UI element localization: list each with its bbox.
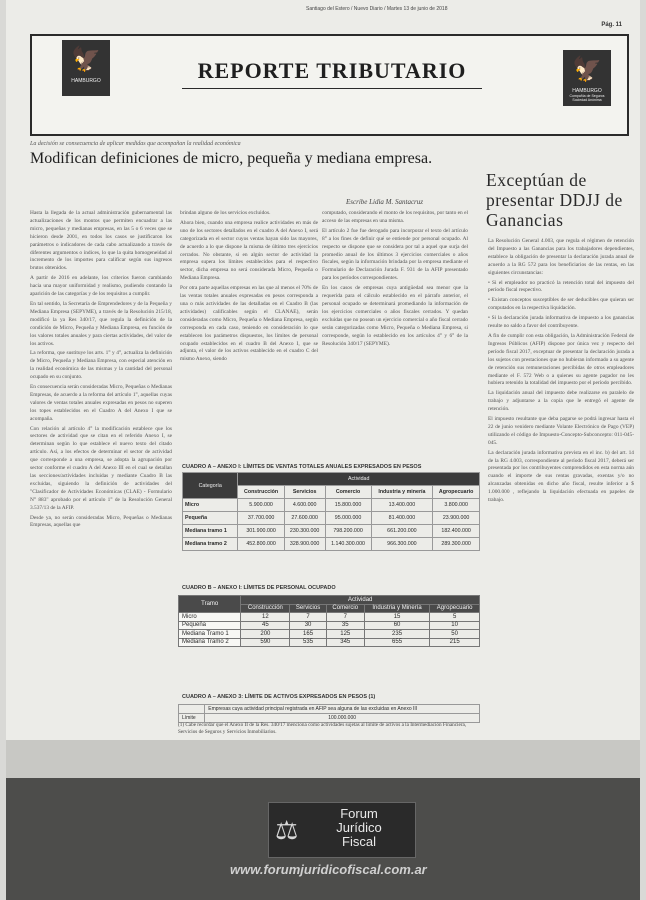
table-cell: Empresas cuya actividad principal registrada en AFIP sea alguna de las excluidas en Anexo III bbox=[205, 705, 480, 714]
table-cell: 100.000.000 bbox=[205, 714, 480, 723]
column-header: Industria y minería bbox=[371, 486, 433, 499]
table-cell: 1.140.300.000 bbox=[325, 538, 371, 551]
table-group-header: Actividad bbox=[238, 473, 480, 486]
paragraph: La liquidación anual del impuesto debe realizarse en paralelo de trabajo y adjuntarse a la copia que le entregó el agente de retención. bbox=[488, 390, 634, 413]
crest-right-label: HAMBURGO bbox=[572, 88, 602, 94]
table-cell: 35 bbox=[326, 621, 364, 630]
sidebar-column bbox=[488, 238, 634, 507]
table-cell: 5 bbox=[430, 613, 480, 622]
row-label: Mediana tramo 1 bbox=[183, 525, 238, 538]
table-row bbox=[183, 512, 480, 525]
column-header: Servicios bbox=[290, 604, 326, 613]
table-row bbox=[179, 638, 480, 647]
title-rule bbox=[182, 88, 482, 89]
table-cell: 200 bbox=[241, 630, 290, 639]
table-cell: 289.300.000 bbox=[433, 538, 480, 551]
paragraph: En los casos de empresas cuya antigüedad sea menor que la requerida para el cálculo establecido en el párrafo anterior, el personal ocupado se determinará promediando la información de los ejercicios comerciales o años fiscales cerrados. Y quedan excluidas que no posean un ejercicio comercial o año fiscal cerrado serán categorizadas como Micro, Pequeña o Mediana Empresa, si corresponde, según lo establecido en los artículos 4° y 6° de la Resolución 340/17 (SEPYME). bbox=[322, 285, 468, 347]
paragraph: • Si la declaración jurada informativa de impuesto a los ganancias resulte no saldo a favor del contribuyente. bbox=[488, 315, 634, 330]
table-cell: 7 bbox=[326, 613, 364, 622]
crest-left-logo bbox=[62, 40, 110, 96]
paragraph: Con relación al artículo 4° la modificación establece que los sectores de actividad que se citan en el referido Anexo I, se determinan según lo que establece el nuevo texto del citado artículo. Así, a los efectos de determinar el sector de actividad que corresponde a una empresa, se adopta la agrupación por sector conforme el cuadro A del Anexo III en el cual se detallan las secciones/actividades incluidas y mediante Cuadro B las excluidas, siguiendo la definición de actividades del "Clasificador de Actividades Económicas (CLAE) - Formulario N° 883" aprobado por el artículo 1° de la Resolución General 3.537/13 de la AFIP. bbox=[30, 425, 172, 511]
paragraph: La reforma, que sustituye los arts. 1° y 4°, actualiza la definición de Micro, Pequeña y Mediana Empresa, con especial atención en la realidad económica de las mismas y la cantidad del personal ocupado en su conjunto. bbox=[30, 350, 172, 381]
table-cell: 452.800.000 bbox=[238, 538, 284, 551]
column-header: Agropecuario bbox=[430, 604, 480, 613]
crest-right-logo bbox=[563, 50, 611, 106]
eagle-icon: 🦅 bbox=[572, 56, 602, 83]
column-header: Comercio bbox=[326, 604, 364, 613]
column-header: Agropecuario bbox=[433, 486, 480, 499]
forum-logo bbox=[268, 802, 416, 858]
paragraph: En tal sentido, la Secretaría de Emprendedores y de la Pequeña y Mediana Empresa (SEPYME), a través de la Resolución 215/18, modificó la ya Res 340/17, que regula la definición de la condición de Micro, Pequeña y Mediana Empresa, en función de los valores totales anuales y para ciertas actividades, del valor de los activos. bbox=[30, 300, 172, 347]
logo-line-1: Forum bbox=[340, 806, 378, 821]
paragraph: La declaración jurada informativa prevista en el inc. b) del art. 14 de la RG 4.003, correspondiente al período fiscal 2017, deberá ser presentada por los contribuyentes comprendidos en esta norma aún cuando el importe de sus rentas gravadas, exentas y/o no alcanzadas obtenidas en dicho año fiscal, resulte inferior a $ 1.000.000 , reflejando la liquidación efectuada en papeles de trabajo. bbox=[488, 449, 634, 504]
paragraph: Desde ya, no serán consideradas Micro, Pequeñas o Medianas Empresas, aquellas que bbox=[30, 514, 172, 529]
report-header bbox=[30, 34, 629, 136]
assets-limit-table bbox=[178, 704, 480, 723]
table-corner: Tramo bbox=[179, 596, 241, 613]
column-header: Construcción bbox=[241, 604, 290, 613]
table-cell: 125 bbox=[326, 630, 364, 639]
page-number: Pág. 11 bbox=[601, 22, 622, 28]
paragraph: brindan alguno de los servicios excluidos. bbox=[180, 210, 271, 216]
table-cell: 15 bbox=[364, 613, 430, 622]
paragraph: En consecuencia serán consideradas Micro, Pequeñas o Medianas Empresas, de acuerdo a la reforma del artículo 1°, aquellas cuyas valores de ventas totales anuales expresadas en pesos no superen los topes establecidos en el Cuadro A del Anexo I que se acompaña. bbox=[30, 384, 172, 422]
logo-line-2: Jurídico bbox=[336, 820, 382, 835]
paragraph: A partir de 2016 en adelante, los criterios fueron cambiando hacia una mayor uniformidad y realismo, pudiendo contando la aparición de las categorías y de los requisitos a cumplir. bbox=[30, 275, 172, 298]
table-cell: 655 bbox=[364, 638, 430, 647]
row-label: Pequeña bbox=[183, 512, 238, 525]
table-cell: 798.200.000 bbox=[325, 525, 371, 538]
article-column-3 bbox=[322, 210, 468, 350]
paragraph: La Resolución General 4.003, que regula el régimen de retención del Impuesto a las Ganancias para los trabajadores dependientes, establece la obligación de presentar la declaración jurada anual de acuerdo a la RG 572 para los beneficiarios de las rentas, en las siguientes circunstancias: bbox=[488, 238, 634, 276]
table-row bbox=[179, 630, 480, 639]
logo-line-3: Fiscal bbox=[342, 834, 376, 849]
table-cell: 30 bbox=[290, 621, 326, 630]
table-group-header: Actividad bbox=[241, 596, 480, 605]
table-row bbox=[183, 525, 480, 538]
paragraph: Por otra parte aquellas empresas en las que al menos el 70% de las ventas totales anuales expresadas en pesos corresponda a una o más actividades de las detalladas en el Cuadro B (las actividades) calificables según el CLANAE), serán consideradas como Micro, Pequeña o Mediana Empresa, según corresponda en cada caso, teniendo en consideración lo que establecen los parámetros dispuestos, los límites de personal ocupado establecidos en el cuadro B del Anexo I, que se adjunta, el valor de los activos establecido en el cuadro C del mismo Anexo, siendo bbox=[180, 285, 318, 363]
table-row bbox=[179, 705, 480, 714]
eagle-icon: 🦅 bbox=[71, 46, 101, 73]
table-cell: 95.000.000 bbox=[325, 512, 371, 525]
column-header: Industria y Minería bbox=[364, 604, 430, 613]
table-cell: 10 bbox=[430, 621, 480, 630]
table-cell: 50 bbox=[430, 630, 480, 639]
section-title: REPORTE TRIBUTARIO bbox=[197, 58, 467, 83]
table-cell: 235 bbox=[364, 630, 430, 639]
table-cell: 966.300.000 bbox=[371, 538, 433, 551]
table-cell: 165 bbox=[290, 630, 326, 639]
table-cell: 215 bbox=[430, 638, 480, 647]
table-cell: 37.700.000 bbox=[238, 512, 284, 525]
table1-caption: CUADRO A – ANEXO I: LÍMITES DE VENTAS TOTALES ANUALES EXPRESADOS EN PESOS bbox=[182, 464, 422, 470]
row-label: Micro bbox=[179, 613, 241, 622]
table-cell: 230.300.000 bbox=[284, 525, 325, 538]
scales-icon: ⚖ bbox=[275, 815, 299, 845]
column-header: Construcción bbox=[238, 486, 284, 499]
row-label: Mediana Tramo 1 bbox=[179, 630, 241, 639]
crest-right-sub: Compañía de Seguros Sociedad Anónima bbox=[569, 94, 605, 102]
row-label: Mediana tramo 2 bbox=[183, 538, 238, 551]
ad-url: www.forumjuridicofiscal.com.ar bbox=[230, 862, 427, 877]
table-cell: 27.600.000 bbox=[284, 512, 325, 525]
table-cell: 345 bbox=[326, 638, 364, 647]
table-cell: 12 bbox=[241, 613, 290, 622]
paragraph: • Existan conceptos susceptibles de ser deducibles que quieran ser computados en la respectiva liquidación. bbox=[488, 297, 634, 312]
table-cell bbox=[179, 705, 205, 714]
table-note: (1) Cabe recordar que el Anexo II de la Res. 340/17 menciona como actividades sujetas al límite de activos a la Intermediación Financiera, Servicios de Seguros y Servicios Inmobiliarios. bbox=[178, 722, 467, 735]
table-cell: 13.400.000 bbox=[371, 499, 433, 512]
sales-limits-table bbox=[182, 472, 480, 551]
article-column-1 bbox=[30, 210, 172, 532]
paragraph: Hasta la llegada de la actual administración gubernamental las actualizaciones de los montos que permiten encuadrar a las micro, pequeñas y medianas empresas, en las 5 o 6 veces que se hicieron desde 2001, en todos los casos se justificaron los parámetros o indicadores de cada cabo actualizando a través de diferentes argumentos o índices, lo que la quita homogeneidad al incremento de los importes para calificar según sus ingresos brutos obtenidos. bbox=[30, 210, 172, 272]
article-byline: Escribe Lidia M. Santacruz bbox=[346, 198, 423, 206]
table-cell: 81.400.000 bbox=[371, 512, 433, 525]
table-cell: 5.900.000 bbox=[238, 499, 284, 512]
table-cell: 301.900.000 bbox=[238, 525, 284, 538]
article-headline: Modifican definiciones de micro, pequeña y mediana empresa. bbox=[30, 150, 433, 167]
paragraph: Ahora bien, cuando una empresa realice actividades en más de uno de los sectores detallados en el cuadro A del Anexo I, será categorizada en el sector cuyos ventas hayan sido las mayores, de acuerdo a lo que dispone la misma de último tres ejercicios cerrados. No obstante, si en algún sector de actividad la empresa supera los límites establecidos para el respectivo sector, dicha empresa no será considerada Micro, Pequeña o Mediana Empresa. bbox=[180, 219, 318, 282]
table3-caption: CUADRO A – ANEXO 3: LÍMITE DE ACTIVOS EXPRESADOS EN PESOS (1) bbox=[182, 694, 376, 700]
paragraph: A fin de cumplir con esta obligación, la Administración Federal de Ingresos Públicos (AFIP) dispone por única vez y respecto del período fiscal 2017, exceptuar de presentar la declaración jurada a los sujetos con prestaciones que no hubieran informado a su agente de retención sus remuneraciones percibidas de otros empleadores mediante el F. 572 Web o a quienes su agente pagador no les hubiera retenido la totalidad del impuesto por el período percibido. bbox=[488, 332, 634, 387]
row-label: Límite bbox=[179, 714, 205, 723]
crest-left-label: HAMBURGO bbox=[71, 78, 101, 84]
paragraph: computado, considerando el monto de los requisitos, por tanto en el acceso de las empresas en una misma. bbox=[322, 210, 468, 224]
table-cell: 15.800.000 bbox=[325, 499, 371, 512]
table-row bbox=[179, 613, 480, 622]
row-label: Micro bbox=[183, 499, 238, 512]
table-row bbox=[179, 621, 480, 630]
dateline: Santiago del Estero / Nuevo Diario / Martes 13 de junio de 2018 bbox=[306, 6, 448, 12]
table2-caption: CUADRO B – ANEXO I: LÍMITES DE PERSONAL OCUPADO bbox=[182, 585, 336, 591]
table-row bbox=[183, 499, 480, 512]
table-cell: 328.900.000 bbox=[284, 538, 325, 551]
table-cell: 7 bbox=[290, 613, 326, 622]
table-row bbox=[183, 538, 480, 551]
table-cell: 535 bbox=[290, 638, 326, 647]
table-cell: 4.600.000 bbox=[284, 499, 325, 512]
column-header: Comercio bbox=[325, 486, 371, 499]
table-cell: 60 bbox=[364, 621, 430, 630]
table-cell: 3.800.000 bbox=[433, 499, 480, 512]
ad-keyboard-band bbox=[6, 740, 640, 778]
column-header: Servicios bbox=[284, 486, 325, 499]
article-column-2 bbox=[180, 210, 318, 366]
table-cell: 661.200.000 bbox=[371, 525, 433, 538]
paragraph: El impuesto resultante que deba pagarse se podrá ingresar hasta el 22 de junio venidero mediante Volante Electrónico de Pago (VEP) utilizando el código de Impuesto-Concepto-Subconcepto: 011-045-045. bbox=[488, 416, 634, 446]
table-cell: 23.900.000 bbox=[433, 512, 480, 525]
table-cell: 45 bbox=[241, 621, 290, 630]
sidebar-headline: Exceptúan de presentar DDJJ de Ganancias bbox=[486, 170, 623, 230]
table-cell: 182.400.000 bbox=[433, 525, 480, 538]
table-cell: 590 bbox=[241, 638, 290, 647]
row-label: Pequeña bbox=[179, 621, 241, 630]
paragraph: • Si el empleador no practicó la retención total del impuesto del período fiscal respectivo. bbox=[488, 279, 634, 294]
table-corner: Categoría bbox=[183, 473, 238, 499]
personnel-limits-table bbox=[178, 595, 480, 647]
row-label: Mediana Tramo 2 bbox=[179, 638, 241, 647]
article-kicker: La decisión se consecuencia de aplicar medidas que acompañan la realidad económica bbox=[30, 141, 241, 147]
paragraph: El artículo 2 fue fue derogado para incorporar el texto del artículo 8° a los fines de definir qué se entiende por personal ocupado. Al respecto se dispone que se considera por tal a aquel que surja del promedio anual de los últimos 3 ejercicios comerciales o años fiscales, según la información brindada por la empresa mediante el Formulario de Declaración Jurada F. 931 de la AFIP presentado para los períodos correspondientes. bbox=[322, 227, 468, 282]
